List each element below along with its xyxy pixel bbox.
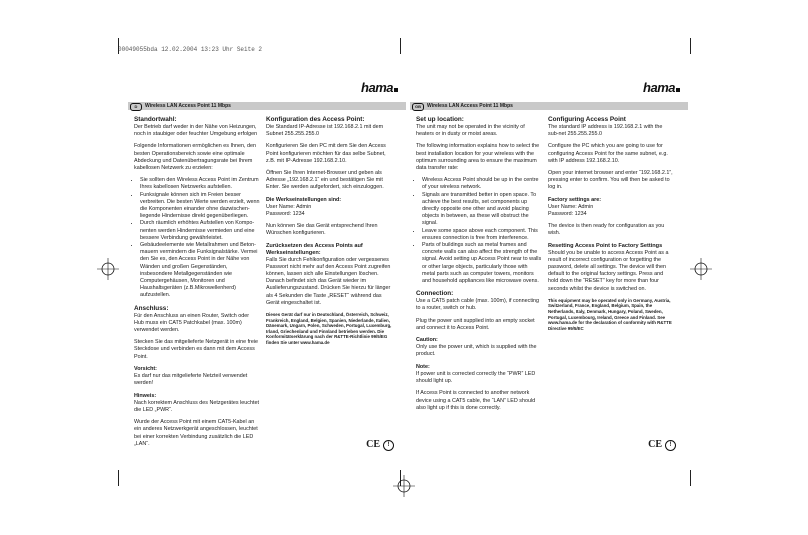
- column-2: [266, 116, 392, 351]
- factory-settings: [266, 197, 392, 219]
- page-header-bar: [128, 102, 406, 110]
- crop-mark: [690, 470, 691, 486]
- ce-marking: [366, 440, 394, 450]
- factory-password: Password: 1234: [548, 211, 587, 218]
- paragraph: The device is then ready for configuration as you wish.: [548, 223, 665, 237]
- paragraph: Folgende Informationen ermöglichen es Ihnen, den besten Operationsbereich sowie eine optimale Abdeckung und Datenübertragungsrate bei Ihrem kabellosen Netzwerk zu erzielen:: [134, 143, 256, 172]
- header-title: Wireless LAN Access Point 11 Mbps: [427, 103, 513, 109]
- column-1: [416, 116, 542, 417]
- list-item: • Wireless Access Point should be up in the centre of your wireless network.: [422, 177, 542, 191]
- bullet-list: [134, 177, 260, 299]
- paragraph: Für den Anschluss an einen Router, Switch oder Hub muss ein CAT5 Patchkabel (max. 100m) verwendet werden.: [134, 312, 250, 334]
- caution-label: Vorsicht:: [134, 365, 157, 372]
- list-item: • Gebäudeelemente wie Metallrahmen und Beton-mauern vermindern die Funksignalstärke. Vermei den Sie es, den Access Point in der Nähe von Wänden und großen Gegenständen, insbesondere Metallgegenständen wie Computergehäusen, Monitoren und Haushaltsgeräten (z.B.Mikrowellenherd) aufzustellen.: [140, 242, 260, 300]
- paragraph: The following information explains how to select the best installation location for your wireless with the optimum surrounding area to ensure the maximum data transfer rate:: [416, 143, 540, 172]
- registration-mark-icon: [690, 258, 712, 280]
- note-text: If power unit is corrected correctly the “PWR” LED should light up.: [416, 370, 536, 385]
- paragraph: Die Standard IP-Adresse ist 192.168.2.1 mit dem Subnet 255.255.255.0: [266, 124, 384, 138]
- section-heading: Set up location:: [416, 116, 464, 123]
- crop-mark: [690, 38, 691, 54]
- paragraph: If Access Point is connected to another network device using a CAT5 cable, the “LAN” LED should also light up if this is done correctly.: [416, 390, 536, 411]
- brand-logo: hama: [643, 80, 680, 95]
- caution-text: Only use the power unit, which is supplied with the product.: [416, 344, 537, 358]
- left-page: [128, 58, 406, 458]
- paragraph: Wurde der Access Point mit einem CAT5-Kabel an ein anderes Netzwerkgerät angeschlossen, leuchtet bei einer korrekten Verbindung zusätzlich die LED „LAN“.: [134, 419, 258, 447]
- section-heading: Configuring Access Point: [548, 116, 626, 123]
- paragraph: Open your internet browser and enter “192.168.2.1”, pressing enter to confirm. You will then be asked to log in.: [548, 170, 673, 191]
- caution-label: Caution:: [416, 337, 438, 344]
- paragraph: Öffnen Sie Ihren Internet-Browser und geben als Adresse „192.168.2.1“ ein und bestätigen Sie mit Enter. Sie werden aufgefordert, sich einzuloggen.: [266, 170, 384, 191]
- ce-mark-icon: CE: [648, 439, 662, 450]
- paragraph: Plug the power unit supplied into an empty socket and connect it to Access Point.: [416, 317, 535, 331]
- paragraph: Use a CAT5 patch cable (max. 100m), if connecting to a router, switch or hub.: [416, 298, 540, 312]
- list-item: • Parts of buildings such as metal frames and concrete walls can also affect the strength of the signal. Avoid setting up Access Point near to walls or other large objects, particularly those with metal parts such as computer towers, monitors and household appliances like microwave ovens.: [422, 242, 542, 285]
- crop-mark: [118, 38, 119, 54]
- header-title: Wireless LAN Access Point 11 Mbps: [145, 103, 231, 109]
- registration-mark-icon: [97, 258, 119, 280]
- factory-settings-label: Factory settings are:: [548, 196, 602, 203]
- warning-circle-icon: !: [383, 440, 394, 451]
- language-badge: GB: [412, 103, 424, 111]
- print-header: 00049055bda 12.02.2004 13:23 Uhr Seite 2: [118, 46, 263, 53]
- paragraph: The unit may not be operated in the vicinity of heaters or in dusty or moist areas.: [416, 124, 525, 138]
- paragraph: Falls Sie durch Fehlkonfiguration oder vergessenes Passwort nicht mehr auf den Access Point zugreifen können, lassen sich alle Einstellungen löschen. Danach befindet sich das Gerät wieder im Auslieferungszustand. Drücken Sie hierzu für länger als 4 Sekunden die Taste „RESET“ während das Gerät eingeschaltet ist.: [266, 256, 391, 306]
- brand-logo: hama: [361, 80, 398, 95]
- factory-user: User Name: Admin: [548, 203, 594, 210]
- factory-user: User Name: Admin: [266, 203, 312, 210]
- note-label: Hinweis:: [134, 392, 157, 399]
- ce-mark-icon: CE: [366, 439, 380, 450]
- legal-notice: Dieses Gerät darf nur in Deutschland, Österreich, Schweiz, Frankreich, England, Belgien, Spanien, Niederlande, Italien, Dänemark, Ungarn, Polen, Schweden, Portugal, Luxemburg, Irland, Griechenland und Finnland betrieben werden. Die Konformitätserklärung nach der R&TTE-Richtlinie 99/5/EG finden Sie unter www.hama.de: [266, 312, 392, 346]
- language-badge: D: [130, 103, 142, 111]
- note-text: Nach korrektem Anschluss des Netzgerätes leuchtet die LED „PWR“.: [134, 399, 259, 413]
- section-heading: Zurücksetzen des Access Points auf Werkseinstellungen:: [266, 242, 363, 256]
- legal-notice: This equipment may be operated only in Germany, Austria, Switzerland, France, England, Belgium, Spain, the Netherlands, Italy, Denmark, Hungary, Poland, Sweden, Portugal, Luxembourg, Ireland, Greece and Finland. See www.hama.de for the declaration of conformity with R&TTE Directive 99/5/EC: [548, 297, 672, 331]
- column-2: [548, 116, 674, 336]
- list-item: • Funksignale können sich im Freien besser verbreiten. Die besten Werte werden erzielt, wenn die Komponenten einander ohne dazwischen-liegende Hindernisse direkt gegenüberliegen.: [140, 192, 260, 221]
- paragraph: Stecken Sie das mitgelieferte Netzgerät in eine freie Steckdose und verbinden es dann mit dem Access Point.: [134, 339, 259, 360]
- paragraph: Configure the PC which you are going to use for configuring Access Point for the same subnet, e.g. with IP address 192.168.2.10.: [548, 143, 668, 164]
- crop-mark: [118, 470, 119, 486]
- paragraph: Der Betrieb darf weder in der Nähe von Heizungen, noch in staubiger oder feuchter Umgebung erfolgen: [134, 124, 258, 138]
- page-header-bar: [410, 102, 688, 110]
- section-heading: Standortwahl:: [134, 116, 177, 123]
- crop-mark: [400, 38, 401, 54]
- right-page: [410, 58, 688, 458]
- list-item: • Signals are transmitted better in open space. To achieve the best results, set components up directly opposite one other and avoid placing objects in between, as these will obstruct the signal.: [422, 192, 542, 228]
- section-heading: Resetting Access Point to Factory Settings: [548, 242, 663, 249]
- note-label: Note:: [416, 363, 430, 370]
- registration-mark-icon: [393, 475, 415, 497]
- paragraph: Should you be unable to access Access Point as a result of incorrect configuration or forgetting the password, delete all settings. The device will then default to the original factory settings. Press and hold down the “RESET” key for more than four seconds whilst the device is switched on.: [548, 249, 669, 292]
- bullet-list: [416, 177, 542, 285]
- factory-settings-label: Die Werkseinstellungen sind:: [266, 196, 342, 203]
- paragraph: The standard IP address is 192.168.2.1 with the sub-net 255.255.255.0: [548, 124, 663, 138]
- paragraph: Konfigurieren Sie den PC mit dem Sie den Access Point konfigurieren möchten für das selbe Subnet, z.B. mit IP-Adresse 192.168.2.10.: [266, 143, 386, 164]
- factory-password: Password: 1234: [266, 211, 305, 218]
- caution-text: Es darf nur das mitgelieferte Netzteil verwendet werden!: [134, 373, 248, 387]
- factory-settings: [548, 197, 674, 219]
- warning-circle-icon: !: [665, 440, 676, 451]
- paragraph: Nun können Sie das Gerät entsprechend Ihren Wünschen konfigurieren.: [266, 223, 378, 237]
- list-item: • Sie sollten den Wireless Access Point im Zentrum Ihres kabellosen Netzwerks aufstellen.: [140, 177, 260, 191]
- list-item: • Durch räumlich erhöhtes Aufstellen von Kompo-nenten werden Hindernisse vermieden und eine bessere Verbindung gewährleistet.: [140, 220, 260, 242]
- ce-marking: [648, 440, 676, 450]
- section-heading: Connection:: [416, 290, 454, 298]
- section-heading: Anschluss:: [134, 304, 169, 312]
- column-1: [134, 116, 260, 453]
- list-item: • Leave some space above each component. This ensures connection is free from interference.: [422, 228, 542, 242]
- section-heading: Konfiguration des Access Point:: [266, 116, 365, 123]
